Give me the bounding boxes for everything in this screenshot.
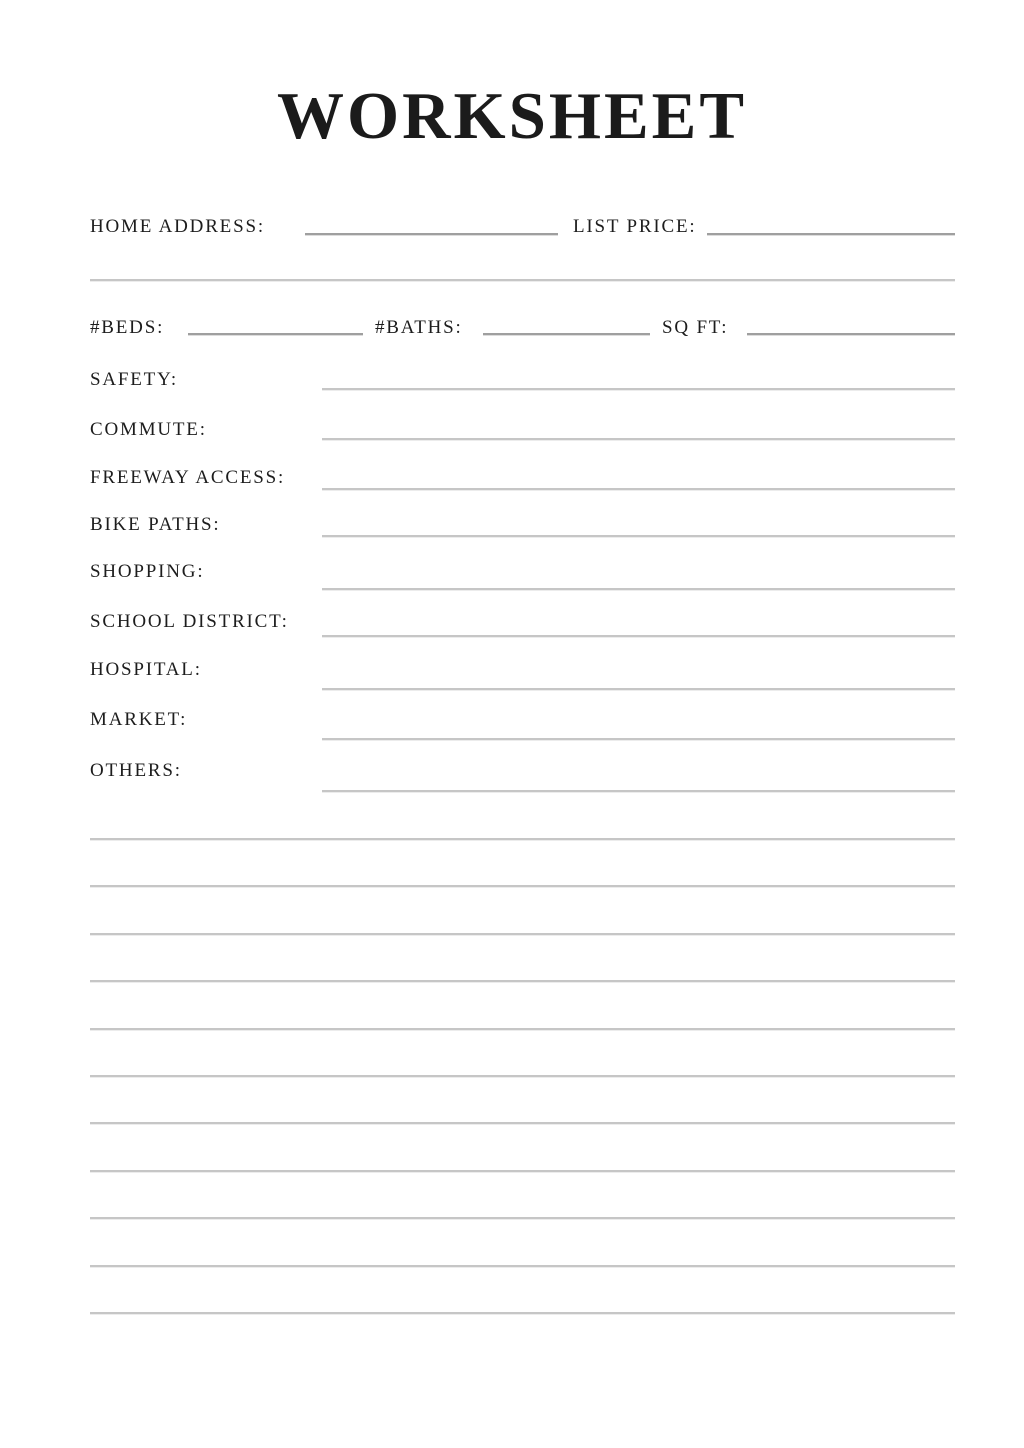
field-label-bike-paths: BIKE PATHS: [90, 514, 221, 535]
home-address-label: HOME ADDRESS: [90, 216, 265, 237]
baths-label: #BATHS: [375, 317, 463, 338]
field-line-others[interactable] [322, 790, 955, 792]
note-line[interactable] [90, 1028, 955, 1030]
field-label-market: MARKET: [90, 709, 188, 730]
field-label-school-district: SCHOOL DISTRICT: [90, 611, 289, 632]
field-line-market[interactable] [322, 738, 955, 740]
note-line[interactable] [90, 1075, 955, 1077]
sqft-label: SQ FT: [662, 317, 729, 338]
field-label-freeway-access: FREEWAY ACCESS: [90, 467, 286, 488]
header-separator-line [90, 279, 955, 281]
page-title: WORKSHEET [276, 79, 748, 153]
note-line[interactable] [90, 838, 955, 840]
field-label-safety: SAFETY: [90, 369, 178, 390]
note-line[interactable] [90, 1217, 955, 1219]
field-line-bike-paths[interactable] [322, 535, 955, 537]
note-line[interactable] [90, 1170, 955, 1172]
field-line-school-district[interactable] [322, 635, 955, 637]
note-line[interactable] [90, 1122, 955, 1124]
baths-field-line[interactable] [483, 333, 650, 335]
list-price-field-line[interactable] [707, 233, 955, 235]
field-line-shopping[interactable] [322, 588, 955, 590]
note-line[interactable] [90, 885, 955, 887]
field-line-safety[interactable] [322, 388, 955, 390]
note-line[interactable] [90, 1265, 955, 1267]
home-address-field-line[interactable] [305, 233, 558, 235]
note-line[interactable] [90, 933, 955, 935]
list-price-label: LIST PRICE: [573, 216, 697, 237]
beds-label: #BEDS: [90, 317, 165, 338]
beds-field-line[interactable] [188, 333, 363, 335]
field-label-others: OTHERS: [90, 760, 182, 781]
field-line-commute[interactable] [322, 438, 955, 440]
field-label-commute: COMMUTE: [90, 419, 207, 440]
field-label-shopping: SHOPPING: [90, 561, 205, 582]
field-line-hospital[interactable] [322, 688, 955, 690]
note-line[interactable] [90, 980, 955, 982]
field-label-hospital: HOSPITAL: [90, 659, 202, 680]
note-line[interactable] [90, 1312, 955, 1314]
field-line-freeway-access[interactable] [322, 488, 955, 490]
sqft-field-line[interactable] [747, 333, 955, 335]
